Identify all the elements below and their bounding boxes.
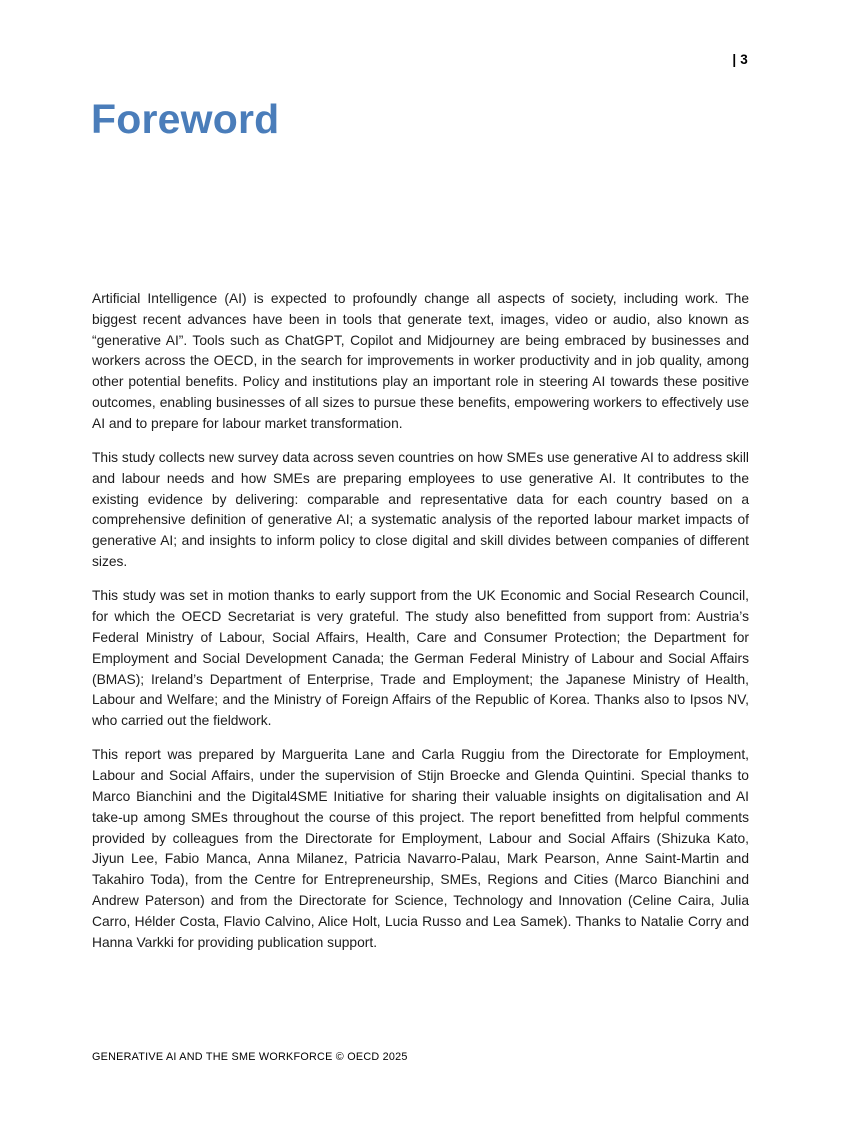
paragraph-intro: Artificial Intelligence (AI) is expected to profoundly change all aspects of society, including work. The biggest recent advances have been in tools that generate text, images, video or audio, also known as “generative AI”. Tools such as ChatGPT, Copilot and Midjourney are being embraced by businesses and workers across the OECD, in the search for improvements in worker productivity and in job quality, among other potential benefits. Policy and institutions play an important role in steering AI towards these positive outcomes, enabling businesses of all sizes to pursue these benefits, empowering workers to effectively use AI and to prepare for labour market transformation. bbox=[92, 291, 749, 431]
body-text bbox=[92, 289, 749, 967]
page-number: | 3 bbox=[732, 52, 748, 67]
footer-running-title: GENERATIVE AI AND THE SME WORKFORCE © OECD 2025 bbox=[92, 1051, 408, 1063]
paragraph-acknowledgement-funders: This study was set in motion thanks to early support from the UK Economic and Social Research Council, for which the OECD Secretariat is very grateful. The study also benefitted from support from: Austria’s Federal Ministry of Labour, Social Affairs, Health, Care and Consumer Protection; the Department for Employment and Social Development Canada; the German Federal Ministry of Labour and Social Affairs (BMAS); Ireland’s Department of Enterprise, Trade and Employment; the Japanese Ministry of Health, Labour and Welfare; and the Ministry of Foreign Affairs of the Republic of Korea. Thanks also to Ipsos NV, who carried out the fieldwork. bbox=[92, 588, 749, 729]
paragraph-acknowledgement-authors: This report was prepared by Marguerita Lane and Carla Ruggiu from the Directorate for Employment, Labour and Social Affairs, under the supervision of Stijn Broecke and Glenda Quintini. Special thanks to Marco Bianchini and the Digital4SME Initiative for sharing their valuable insights on digitalisation and AI take-up among SMEs throughout the course of this project. The report benefitted from helpful comments provided by colleagues from the Directorate for Employment, Labour and Social Affairs (Shizuka Kato, Jiyun Lee, Fabio Manca, Anna Milanez, Patricia Navarro-Palau, Mark Pearson, Anne Saint-Martin and Takahiro Toda), from the Centre for Entrepreneurship, SMEs, Regions and Cities (Marco Bianchini and Andrew Paterson) and from the Directorate for Science, Technology and Innovation (Celine Caira, Julia Carro, Hélder Costa, Flavio Calvino, Alice Holt, Lucia Russo and Lea Samek). Thanks to Natalie Corry and Hanna Varkki for providing publication support. bbox=[92, 747, 749, 950]
page-title: Foreword bbox=[91, 96, 280, 142]
paragraph-study-scope: This study collects new survey data across seven countries on how SMEs use generative AI to address skill and labour needs and how SMEs are preparing employees to use generative AI. It contributes to the existing evidence by delivering: comparable and representative data for each country based on a comprehensive definition of generative AI; a systematic analysis of the reported labour market impacts of generative AI; and insights to inform policy to close digital and skill divides between companies of different sizes. bbox=[92, 450, 749, 570]
